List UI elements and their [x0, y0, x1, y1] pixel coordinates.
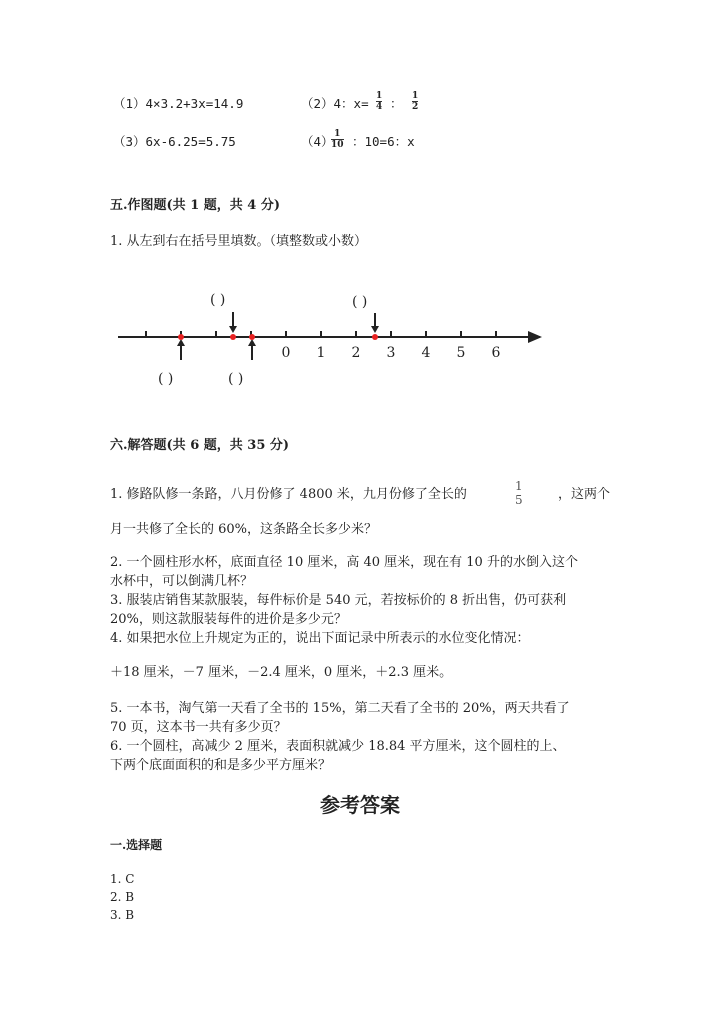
answer-item: 2. B: [110, 890, 135, 904]
tick-label: 1: [316, 345, 326, 361]
tick-label: 5: [456, 345, 466, 361]
question-6-line-2: 下两个底面面积的和是多少平方厘米？: [110, 758, 332, 773]
numerator: 1: [334, 129, 341, 139]
numerator: 1: [515, 479, 523, 493]
equation-1: （1）4×3.2+3x=14.9: [113, 96, 244, 111]
question-1-part-c: 月一共修了全长的 60%，这条路全长多少米？: [110, 522, 378, 537]
equation-3: （3）6x-6.25=5.75: [113, 134, 236, 149]
blank-bottom-left: ( ): [158, 371, 174, 387]
question-5-line-1: 5. 一本书，淘气第一天看了全书的 15%，第二天看了全书的 20%，两天共看了: [110, 701, 570, 716]
tick-label: 2: [351, 345, 361, 361]
highlighted-point: [249, 334, 255, 340]
numerator: 1: [412, 91, 419, 101]
section-5-question-1: 1. 从左到右在括号里填数。（填整数或小数）: [110, 234, 368, 249]
tick-label: 6: [491, 345, 501, 361]
question-1-part-a: 1. 修路队修一条路，八月份修了 4800 米，九月份修了全长的: [110, 487, 467, 502]
equation-4-suffix: ：10=6：x: [352, 134, 415, 149]
question-2-line-1: 2. 一个圆柱形水杯，底面直径 10 厘米，高 40 厘米，现在有 10 升的水倒入这个: [110, 555, 578, 570]
question-6-line-1: 6. 一个圆柱，高减少 2 厘米，表面积就减少 18.84 平方厘米，这个圆柱的上、: [110, 739, 566, 754]
denominator: 5: [515, 493, 523, 507]
tick-label: 3: [386, 345, 396, 361]
question-1-part-b: ，这两个: [558, 487, 611, 502]
blank-top-right: ( ): [352, 294, 368, 310]
number-line: [0, 280, 720, 390]
equation-2: [301, 94, 369, 112]
fraction-1-5: [515, 479, 523, 507]
equation-4-prefix: （4）: [301, 134, 334, 149]
answers-section-1: 一.选择题: [110, 838, 163, 852]
denominator: 4: [376, 102, 383, 112]
fraction-1-10: [331, 129, 344, 150]
tick-label: 4: [421, 345, 431, 361]
section-5-title: 五.作图题(共 1 题，共 4 分): [110, 198, 281, 213]
fraction-1-2: [412, 91, 418, 112]
blank-bottom-middle: ( ): [228, 371, 244, 387]
fraction-1-4: [376, 91, 382, 112]
denominator: 10: [331, 140, 344, 150]
tick-label: 0: [281, 345, 291, 361]
question-2-line-2: 水杯中，可以倒满几杯？: [110, 574, 254, 589]
question-4-line-1: 4. 如果把水位上升规定为正的，说出下面记录中所表示的水位变化情况：: [110, 631, 530, 646]
denominator: 2: [412, 102, 419, 112]
highlighted-point: [178, 334, 184, 340]
blank-top-left: ( ): [210, 292, 226, 308]
answers-title: 参考答案: [320, 793, 400, 817]
numerator: 1: [376, 91, 383, 101]
question-3-line-2: 20%，则这款服装每件的进价是多少元？: [110, 612, 347, 627]
highlighted-point: [372, 334, 378, 340]
answer-item: 1. C: [110, 872, 135, 886]
highlighted-point: [230, 334, 236, 340]
question-4-line-2: ＋18 厘米，－7 厘米，－2.4 厘米，0 厘米，＋2.3 厘米。: [110, 665, 453, 680]
answer-item: 3. B: [110, 908, 135, 922]
equation-2-prefix: （2）4：x=: [301, 96, 369, 111]
question-5-line-2: 70 页，这本书一共有多少页？: [110, 720, 287, 735]
section-6-title: 六.解答题(共 6 题，共 35 分): [110, 438, 290, 453]
question-3-line-1: 3. 服装店销售某款服装，每件标价是 540 元，若按标价的 8 折出售，仍可获利: [110, 593, 567, 608]
colon: ：: [390, 96, 403, 111]
